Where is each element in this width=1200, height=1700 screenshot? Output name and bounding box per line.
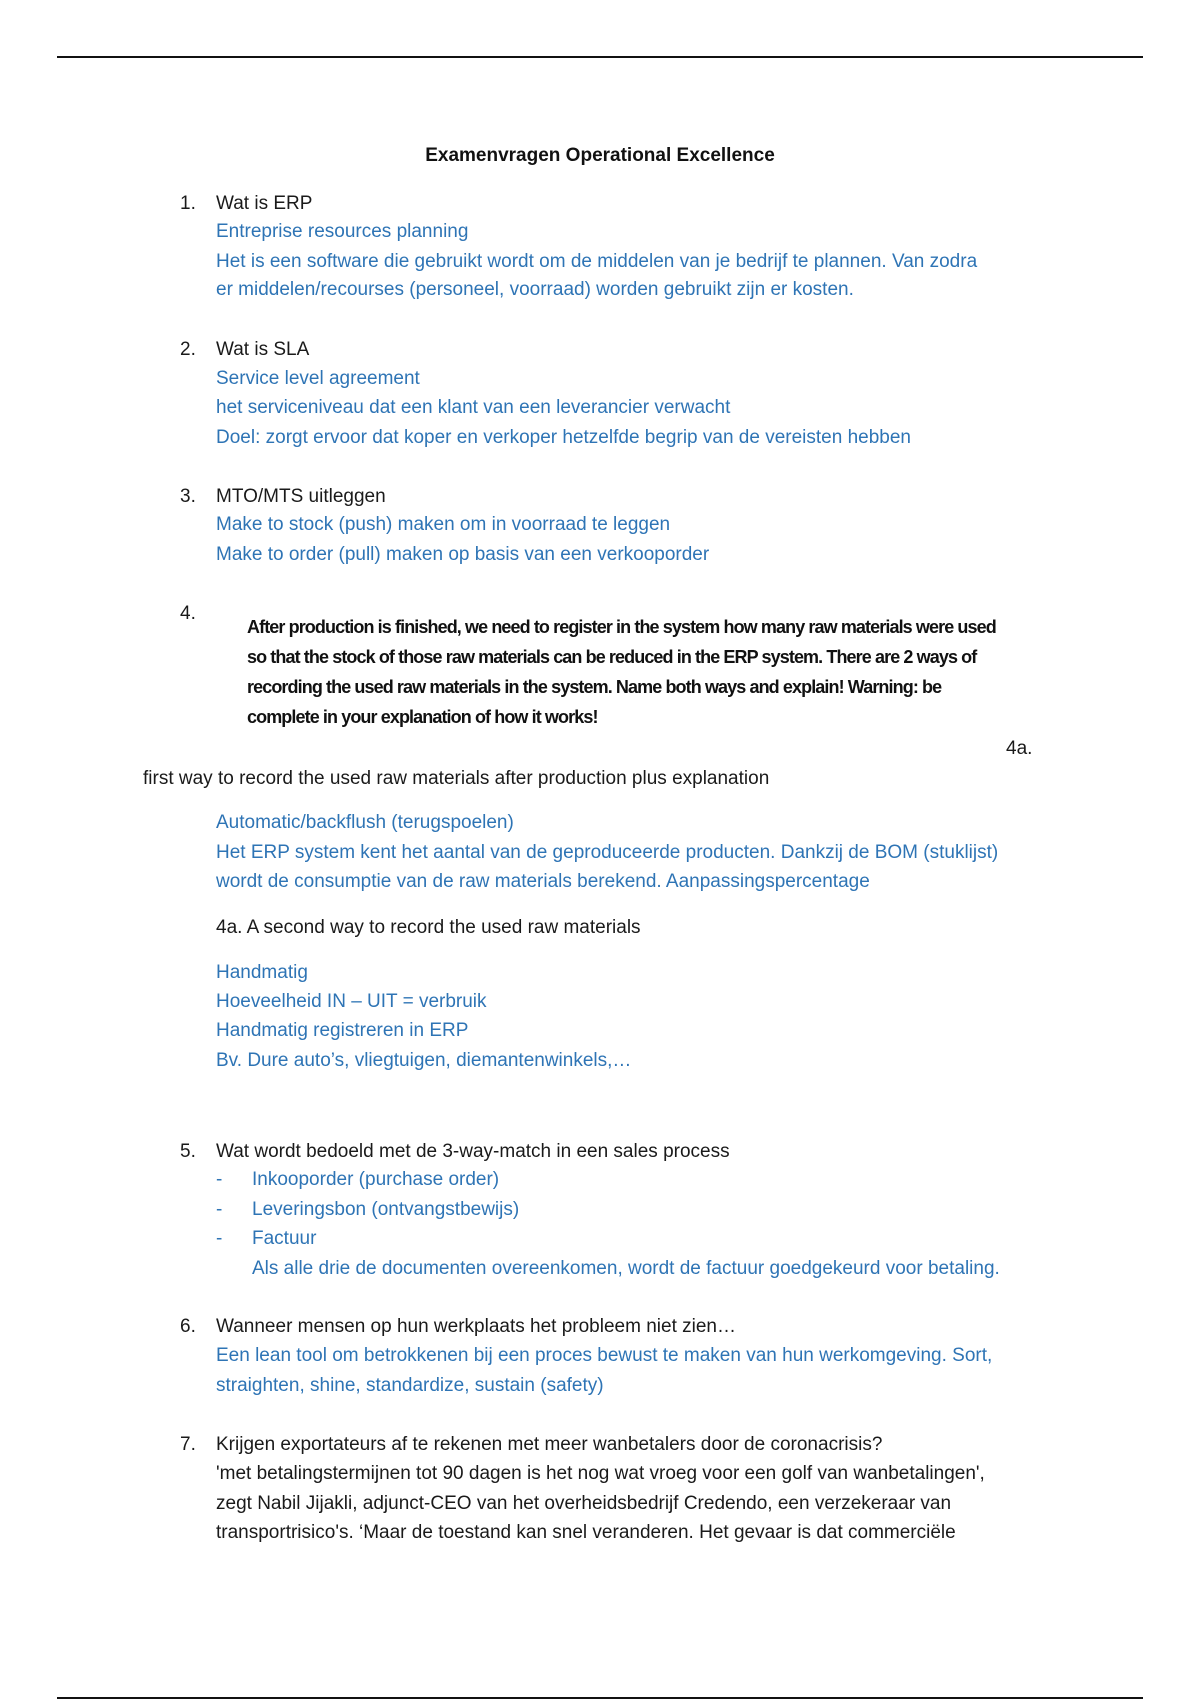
q6-question: Wanneer mensen op hun werkplaats het probleem niet zien…: [216, 1316, 736, 1337]
q7-number: 7.: [180, 1434, 196, 1455]
q4-label-4a: 4a.: [1006, 738, 1033, 759]
q3-answer-2: Make to order (pull) maken op basis van een verkooporder: [216, 544, 710, 565]
q4-second-way-prompt: 4a. A second way to record the used raw materials: [216, 917, 641, 938]
q5-bullet-marker-2: -: [216, 1199, 223, 1220]
q4-image-line-3: recording the used raw materials in the system. Name both ways and explain! Warning: be: [247, 677, 942, 697]
q1-question: Wat is ERP: [216, 193, 313, 214]
q4-image-line-1: After production is finished, we need to register in the system how many raw materials were used: [247, 617, 996, 637]
q3-question: MTO/MTS uitleggen: [216, 486, 386, 507]
q4-second-answer-3: Handmatig registreren in ERP: [216, 1020, 469, 1041]
page-title: Examenvragen Operational Excellence: [425, 145, 775, 166]
q7-line-1: Krijgen exportateurs af te rekenen met meer wanbetalers door de coronacrisis?: [216, 1434, 883, 1455]
q4-second-answer-4: Bv. Dure auto’s, vliegtuigen, diemantenwinkels,…: [216, 1050, 632, 1071]
q5-bullet-marker-1: -: [216, 1169, 223, 1190]
q2-answer-2: het serviceniveau dat een klant van een leverancier verwacht: [216, 397, 731, 418]
q3-answer-1: Make to stock (push) maken om in voorraad te leggen: [216, 514, 671, 535]
q2-answer-3: Doel: zorgt ervoor dat koper en verkoper hetzelfde begrip van de vereisten hebben: [216, 427, 911, 448]
top-rule: [57, 56, 1143, 58]
q2-answer-1: Service level agreement: [216, 368, 420, 389]
q5-bullet-1: Inkooporder (purchase order): [252, 1169, 500, 1190]
q4-image-line-4: complete in your explanation of how it works!: [247, 707, 598, 727]
q7-line-4: transportrisico's. ‘Maar de toestand kan snel veranderen. Het gevaar is dat commerciële: [216, 1522, 956, 1543]
q6-answer-1: Een lean tool om betrokkenen bij een proces bewust te maken van hun werkomgeving. Sort,: [216, 1345, 993, 1366]
q4-second-answer-2: Hoeveelheid IN – UIT = verbruik: [216, 991, 487, 1012]
q6-number: 6.: [180, 1316, 196, 1337]
q5-conclusion: Als alle drie de documenten overeenkomen, wordt de factuur goedgekeurd voor betaling.: [252, 1258, 1000, 1279]
q1-number: 1.: [180, 193, 196, 214]
q2-number: 2.: [180, 339, 196, 360]
q7-line-2: 'met betalingstermijnen tot 90 dagen is het nog wat vroeg voor een golf van wanbetalingen',: [216, 1463, 985, 1484]
q4-image-line-2: so that the stock of those raw materials can be reduced in the ERP system. There are 2 ways of: [247, 647, 977, 667]
q4-question-image: [247, 612, 1007, 732]
q4-first-answer-1: Automatic/backflush (terugspoelen): [216, 812, 514, 833]
q4-second-answer-1: Handmatig: [216, 962, 308, 983]
q4-first-answer-2: Het ERP system kent het aantal van de geproduceerde producten. Dankzij de BOM (stuklijst): [216, 842, 999, 863]
q1-answer-2: Het is een software die gebruikt wordt om de middelen van je bedrijf te plannen. Van zodra: [216, 251, 978, 272]
q1-answer-3: er middelen/recourses (personeel, voorraad) worden gebruikt zijn er kosten.: [216, 279, 854, 300]
q5-bullet-3: Factuur: [252, 1228, 317, 1249]
q5-bullet-marker-3: -: [216, 1228, 223, 1249]
q4-number: 4.: [180, 603, 196, 624]
q1-answer-1: Entreprise resources planning: [216, 221, 469, 242]
bottom-rule: [57, 1697, 1143, 1699]
q5-number: 5.: [180, 1141, 196, 1162]
q6-answer-2: straighten, shine, standardize, sustain (safety): [216, 1375, 604, 1396]
q7-line-3: zegt Nabil Jijakli, adjunct-CEO van het overheidsbedrijf Credendo, een verzekeraar van: [216, 1493, 952, 1514]
q5-bullet-2: Leveringsbon (ontvangstbewijs): [252, 1199, 520, 1220]
q2-question: Wat is SLA: [216, 339, 310, 360]
q5-question: Wat wordt bedoeld met de 3-way-match in een sales process: [216, 1141, 730, 1162]
q3-number: 3.: [180, 486, 196, 507]
q4-first-answer-3: wordt de consumptie van de raw materials berekend. Aanpassingspercentage: [216, 871, 870, 892]
q4-first-way-prompt: first way to record the used raw materials after production plus explanation: [143, 768, 770, 789]
